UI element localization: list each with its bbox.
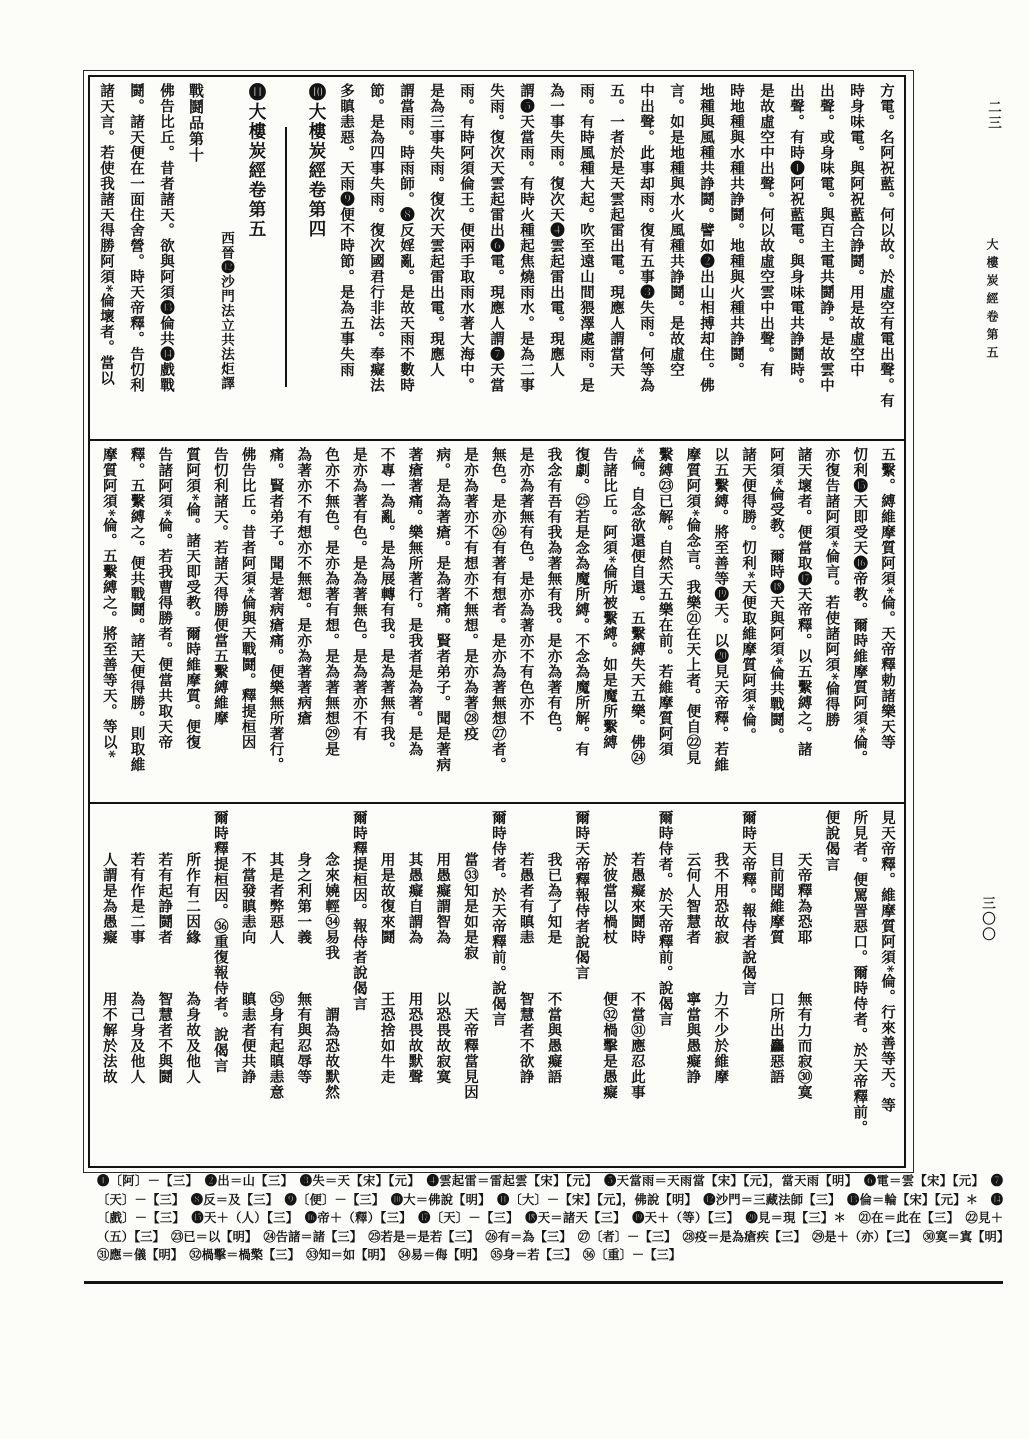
verse-column: 天帝釋為恐耶 無有力而寂㉚寞	[795, 852, 813, 1101]
text-column: 鬪。諸天便在一面住舍營。時天帝釋。告忉利	[128, 83, 145, 393]
text-column: 五。一者於是天雲起雷出電。現應人謂當天	[608, 83, 625, 378]
scripture-number: 二三	[985, 100, 1001, 131]
text-column: 我念有吾有我為著無有我。是亦為著有色。	[545, 446, 563, 742]
text-column: 是故虛空中出聲。何以故虛空雲中出聲。有	[758, 83, 775, 378]
text-frame	[88, 75, 906, 1168]
text-column: 出聲。有時❶阿祝藍電。與身味電共諍鬪時。	[788, 83, 805, 393]
text-column: 佛告比丘。昔者諸天。欲與阿須⓭倫共⓮戲戰	[158, 83, 175, 393]
scroll-title-column: ⓫大樓炭經卷第五	[246, 83, 266, 239]
text-column: 見天帝釋。維摩質阿須*倫。行來善等天。等	[879, 810, 896, 1114]
text-column: 爾時天帝釋報侍者說偈言	[573, 810, 591, 981]
text-column: 質阿須*倫。諸天即受教。爾時維摩質。便復	[184, 446, 202, 750]
text-column: 爾時釋提桓因。報侍者說偈言	[350, 810, 368, 1012]
verse-column: 目前聞維摩質 口所出麤惡語	[767, 852, 785, 1085]
text-column: 佛告比丘。昔者阿須*倫與天戰鬪。釋提桓因	[239, 446, 257, 750]
text-column: 亦復告諸阿須*倫言。若使諸阿須*倫得勝	[823, 446, 841, 728]
text-column: 節。是為四事失雨。復次國君行非法。奉癡法	[368, 83, 385, 393]
text-column: *倫。自念欲還便自還。五繫縛失天五樂。佛㉔	[628, 446, 646, 766]
verse-column: 其是者弊惡人 ㉟身有起瞋恚意	[267, 852, 285, 1101]
verse-column: 人謂是為愚癡 用不解於法故	[100, 852, 118, 1085]
verse-column: 若有起諍鬪者 智慧者不與鬪	[156, 852, 174, 1085]
text-column: 時地種與水種共諍鬪。地種與火種共諍鬪。	[728, 83, 745, 378]
text-column: 色亦不無色。是亦為著有想。是為著無想㉙是	[323, 446, 341, 757]
text-column: 摩質阿須*倫。五繫縛之。將至善等天。等以*	[100, 446, 118, 759]
verse-column: 用是故復來鬪 王恐捨如牛走	[378, 852, 396, 1085]
text-column: 告諸阿須*倫。若我曹得勝者。便當共取天帝	[156, 446, 174, 750]
running-title: 大樓炭經卷第五	[985, 238, 999, 364]
text-column: 諸天便得勝。忉利*天便取維摩質阿須*倫。	[740, 446, 758, 743]
text-column: 爾時侍者。於天帝釋前。說偈言	[656, 810, 674, 1028]
column-divider	[271, 83, 301, 433]
verse-column: 於彼當以楇杖 便㉜楇擊是愚癡	[601, 852, 619, 1101]
text-column: 著瘡著痛。樂無所著行。是我者是為著。是為	[406, 446, 424, 757]
verse-column: 若愚癡來鬪時 不當㉛應忍此事	[628, 852, 646, 1101]
text-column: 爾時釋提桓因。㊱重復報侍者。說偈言	[211, 810, 229, 1074]
text-column: 地種與風種共諍鬪。譬如❷出山相搏却住。佛	[698, 83, 715, 393]
text-column: 便說偈言	[823, 810, 841, 873]
text-column: 時身味電。與阿祝藍合諍鬪。用是故虛空中	[848, 83, 865, 378]
text-column: 阿須*倫受教。爾時⓲天與阿須*倫共戰鬪。	[767, 446, 785, 743]
text-column: 諸天壞者。便當取⓱天帝釋。以五繫縛之。諸	[795, 446, 813, 757]
text-column: 言。如是地種與水火風種共諍鬪。是故虛空	[668, 83, 685, 378]
text-column: 謂❺天當雨。有時火種起焦燒雨水。是為二事	[518, 83, 535, 393]
text-column: 摩質阿須*倫念言。我樂㉑在天上者。便自㉒見	[684, 446, 702, 766]
text-column: 失雨。復次天雲起雷出❻電。現應人謂❼天當	[488, 83, 505, 393]
text-column: 諸天言。若使我諸天得勝阿須*倫壞者。當以	[98, 83, 115, 387]
text-column: 爾時侍者。於天帝釋前。說偈言	[489, 810, 507, 1028]
text-column: 所見者。便罵詈惡口。爾時侍者。於天帝釋前。	[851, 810, 869, 1136]
text-column: 是亦為著有色。是為著無色。是為著亦不有	[350, 446, 368, 742]
text-column: 方電。名阿祝藍。何以故。於虛空有電出聲。有	[878, 83, 895, 409]
verse-column: 我已為了知是 不當與愚癡語	[545, 852, 563, 1085]
text-column: 雨。有時風種大起。吹至遠山間猥澤處雨。是	[578, 83, 595, 393]
text-column: 無色。是亦㉖有著有想者。是亦為著無想㉗者。	[489, 446, 507, 773]
register-top	[90, 77, 904, 439]
chapter-title-column: 戰鬪品第十	[187, 83, 205, 163]
text-column: 多瞋恚惡。天雨❾便不時節。是為五事失雨	[338, 83, 355, 378]
text-column: 是亦為著無有色。是亦為著亦不有色亦不	[517, 446, 535, 726]
text-column: 告忉利諸天。若諸天得勝便當五繫縛維摩	[211, 446, 229, 726]
verse-column: 用愚癡謂智為 以恐畏故寂寞	[434, 852, 452, 1085]
text-column: 為著亦不有想亦不無想。是亦為著著病瘡	[295, 446, 313, 726]
verse-column: 若愚者有瞋恚 智慧者不欲諍	[517, 852, 535, 1085]
verse-column: 不當發瞋恚向 瞋恚者便共諍	[239, 852, 257, 1085]
verse-column: 我不用恐故寂 力不少於維摩	[712, 852, 730, 1085]
text-column: 繫縛㉓已解。自然天五樂在前。若維摩質阿須	[656, 446, 674, 757]
translator-column: 西晉⓬沙門法立共法炬譯	[218, 231, 234, 391]
verse-column: 其愚癡自謂為 用恐畏故默聲	[406, 852, 424, 1085]
text-column: 是亦為著亦不有想亦不無想。是亦為著㉘疫	[462, 446, 480, 742]
register-middle	[90, 441, 904, 803]
text-column: 病。是為著瘡。是為著痛。賢者弟子。聞是著病	[434, 446, 452, 773]
verse-column: 念來嬈輕㉞易我 謂為恐故默然	[323, 852, 341, 1101]
verse-column: 云何人智慧者 寧當與愚癡諍	[684, 852, 702, 1085]
verse-column: 身之利第一義 無有與忍辱等	[295, 852, 313, 1085]
verse-column: 當㉝知是如是寂 天帝釋當見因	[462, 852, 480, 1101]
text-column: 中出聲。此事却雨。復有五事❸失雨。何等為	[638, 83, 655, 393]
text-column: 為一事失雨。復次天❹雲起雷出電。現應人	[548, 83, 565, 378]
verse-column: 若有作是二事 為己身及他人	[128, 852, 146, 1085]
text-column: 爾時天帝釋。報侍者說偈言	[740, 810, 758, 997]
text-column: 雨。有時阿須倫王。便兩手取雨水著大海中。	[458, 83, 475, 393]
text-column: 痛。賢者弟子。聞是著病瘡痛。便樂無所著行。	[267, 446, 285, 773]
scroll-title-column: ❿大樓炭經卷第四	[306, 83, 326, 239]
text-column: 謂當雨。時雨師。❽反婬亂。是故天雨不數時	[398, 83, 415, 393]
text-column: 是為三事失雨。復次天雲起雷出電。現應人	[428, 83, 445, 378]
text-column: 五繫。縛維摩質阿須*倫。天帝釋勅諸樂天等	[879, 446, 896, 750]
text-column: 告諸比丘。阿須*倫所被繫縛。如是魔所繫縛	[601, 446, 619, 750]
text-column: 不專一為亂。是為展轉有我。是為著無有我。	[378, 446, 396, 757]
page-number: 三〇〇	[979, 896, 995, 943]
register-bottom	[90, 804, 904, 1166]
text-column: 復劇。㉕若是念為魔所縛。不念為魔所解。有	[573, 446, 591, 757]
text-column: 釋。五繫縛之。便共戰鬪。諸天便得勝。則取維	[128, 446, 146, 773]
footer-rule	[84, 1281, 1003, 1284]
text-column: 以五繫縛。將至善等⓳天。以⓴見天帝釋。若維	[712, 446, 730, 773]
verse-column: 所作有二因緣 為身故及他人	[184, 852, 202, 1085]
text-column: 出聲。或身味電。與百主電共鬪諍。是故雲中	[818, 83, 835, 393]
apparatus-footnotes: ❶〔阿〕－【三】 ❷出＝山【三】 ❸失＝天【宋】【元】 ❹雲起雷＝雷起雲【宋】【元】 ❺天當雨＝天雨當【宋】【元】，當天雨【明】 ❻電＝雲【宋】【元】 ❼〔天〕－【三】 ❽反＝及【三】 ❾〔便〕－【三】 ❿大＝佛說【明】 ⓫〔大〕－【宋】【元】，佛說【明】 ⓬沙門＝三藏法師【三】 ⓭倫＝輪【宋】【元】＊ ⓮〔戲〕－【三】 ⓯天＋（人）【三】 ⓰帝＋（釋）【三】 ⓱〔天〕－【三】 ⓲天＝諸天【三】 ⓳天＋（等）【三】 ⓴見＝現【三】＊ ㉑在＝此在【三】 ㉒見＋（五）【三】 ㉓已＝以【明】 ㉔告諸＝諸【三】 ㉕若是＝是若【三】 ㉖有＝為【三】 ㉗〔者〕－【三】 ㉘疫＝是為瘡疾【三】 ㉙是＋（亦）【三】 ㉚寞＝寘【明】 ㉛應＝儀【明】 ㉜楇擊＝楇檠【三】 ㉝知＝如【明】 ㉞易＝侮【明】 ㉟身＝若【三】 ㊱〔重〕－【三】	[97, 1173, 1016, 1263]
text-column: 忉利⓯天即受天⓰帝教。爾時維摩質阿須*倫。	[851, 446, 869, 766]
